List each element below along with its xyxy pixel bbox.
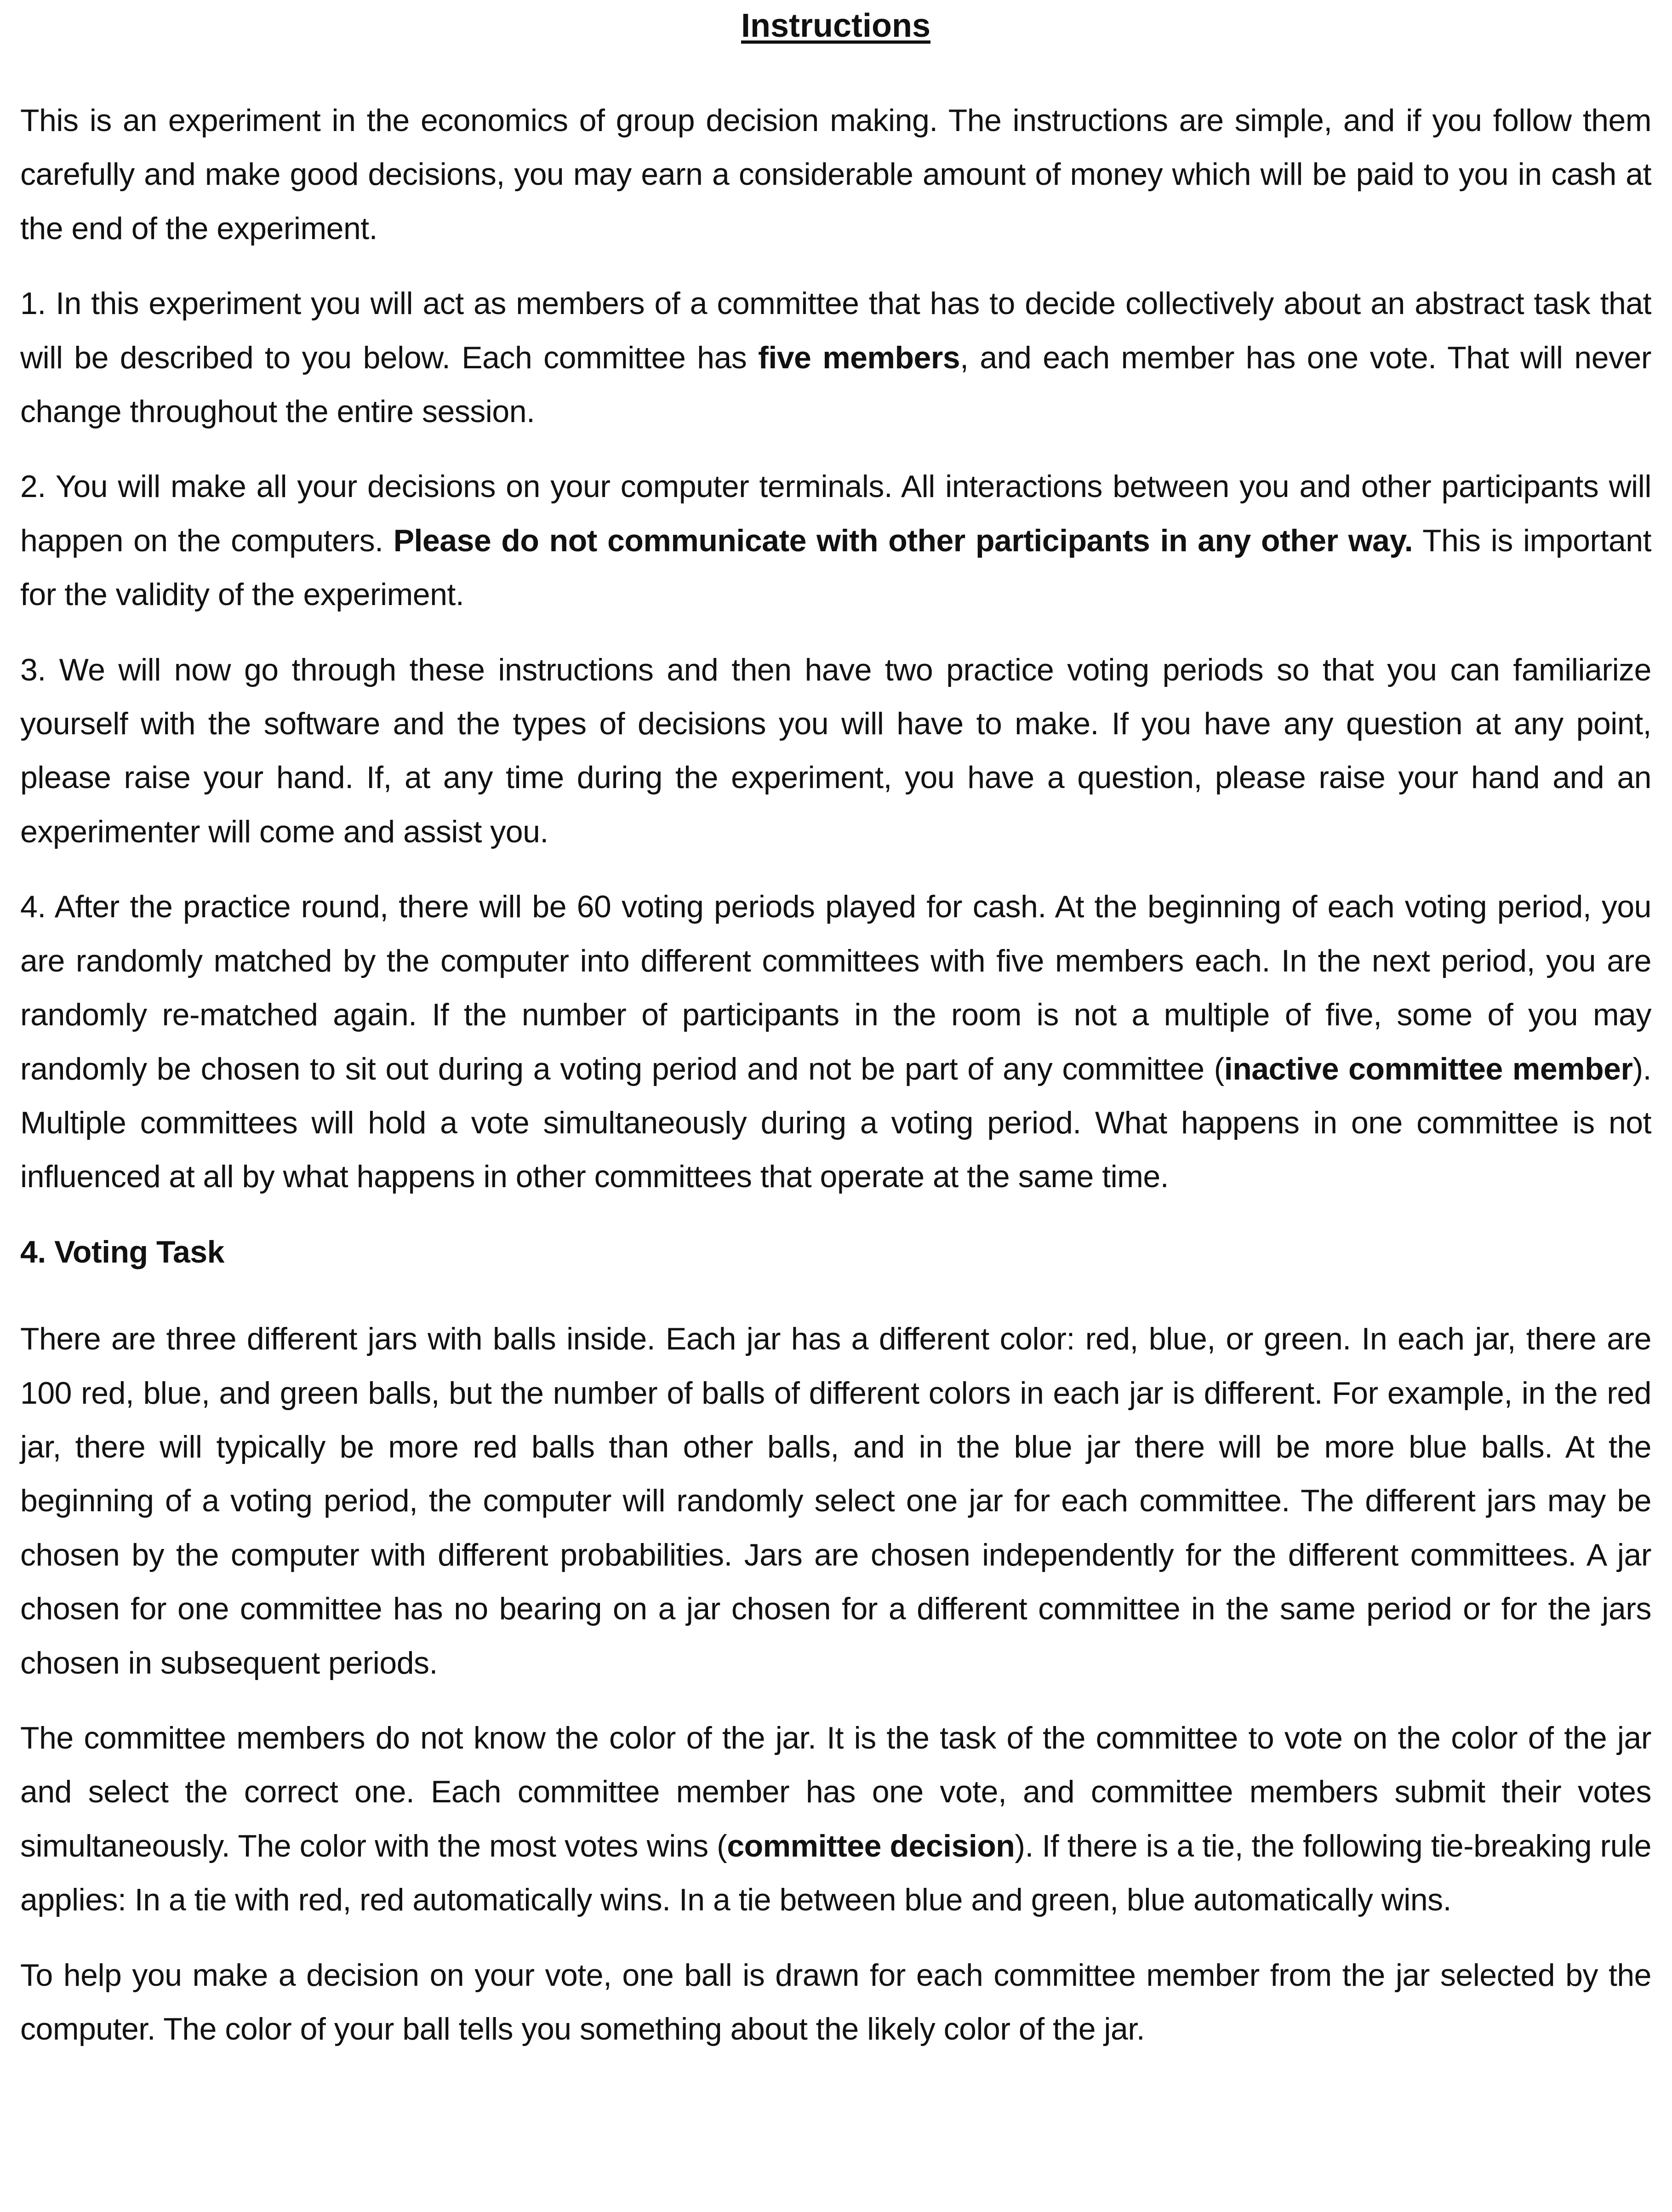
voting-task-paragraph-1: There are three different jars with balls inside. Each jar has a different color: red, blue, or green. In each jar, there are 100 red, blue, and green balls, but the number of balls of different colors in each jar is different. For example, in the red jar, there will typically be more red balls than other balls, and in the blue jar there will be more blue balls. At the beginning of a voting period, the computer will randomly select one jar for each committee. The different jars may be chosen by the computer with different probabilities. Jars are chosen independently for the different committees. A jar chosen for one committee has no bearing on a jar chosen for a different committee in the same period or for the jars chosen in subsequent periods. xyxy=(20,1321,1651,1680)
intro-paragraph: This is an experiment in the economics of group decision making. The instructions are simple, and if you follow them carefully and make good decisions, you may earn a considerable amount of money which will be paid to you in cash at the end of the experiment. xyxy=(20,103,1651,246)
item-2-bold: Please do not communicate with other participants in any other way. xyxy=(393,523,1413,558)
page-title: Instructions xyxy=(741,7,931,44)
task-2-bold: committee decision xyxy=(727,1828,1015,1863)
item-2-text-end: This is important for the validity of the experiment. xyxy=(20,523,1651,612)
document-page xyxy=(20,0,1651,2056)
task-2-text: The committee members do not know the color of the jar. It is the task of the committee to vote on the color of the jar and select the correct one. Each committee member has one vote, and committee members submit their votes simultaneously. The color with the most votes wins ( xyxy=(20,1720,1651,1863)
section-heading: 4. Voting Task xyxy=(20,1234,224,1269)
task-2-text-end: ). If there is a tie, the following tie-breaking rule applies: In a tie with red, red automatically wins. In a tie between blue and green, blue automatically wins. xyxy=(20,1828,1652,1918)
instruction-item-1 xyxy=(20,277,1651,439)
item-1-text-end: , and each member has one vote. That will never change throughout the entire session. xyxy=(20,340,1652,429)
instruction-item-4 xyxy=(20,880,1651,1204)
item-1-bold: five members xyxy=(758,340,960,375)
item-4-text-end: ). Multiple committees will hold a vote simultaneously during a voting period. What happens in one committee is not influenced at all by what happens in other committees that operate at the same time. xyxy=(20,1051,1652,1195)
item-4-bold: inactive committee member xyxy=(1224,1051,1633,1086)
item-2-text: 2. You will make all your decisions on your computer terminals. All interactions between you and other participants will happen on the computers. xyxy=(20,469,1651,558)
instruction-item-2 xyxy=(20,460,1651,622)
instruction-item-3: 3. We will now go through these instructions and then have two practice voting periods so that you can familiarize yourself with the software and the types of decisions you will have to make. If you have any question at any point, please raise your hand. If, at any time during the experiment, you have a question, please raise your hand and an experimenter will come and assist you. xyxy=(20,652,1651,849)
voting-task-paragraph-3: To help you make a decision on your vote, one ball is drawn for each committee member from the jar selected by the computer. The color of your ball tells you something about the likely color of the jar. xyxy=(20,1957,1651,2046)
voting-task-paragraph-2 xyxy=(20,1711,1651,1927)
item-1-text: 1. In this experiment you will act as members of a committee that has to decide collectively about an abstract task that will be described to you below. Each committee has xyxy=(20,286,1651,375)
item-4-text: 4. After the practice round, there will be 60 voting periods played for cash. At the beginning of each voting period, you are randomly matched by the computer into different committees with five members each. In the next period, you are randomly re-matched again. If the number of participants in the room is not a multiple of five, some of you may randomly be chosen to sit out during a voting period and not be part of any committee ( xyxy=(20,889,1651,1086)
